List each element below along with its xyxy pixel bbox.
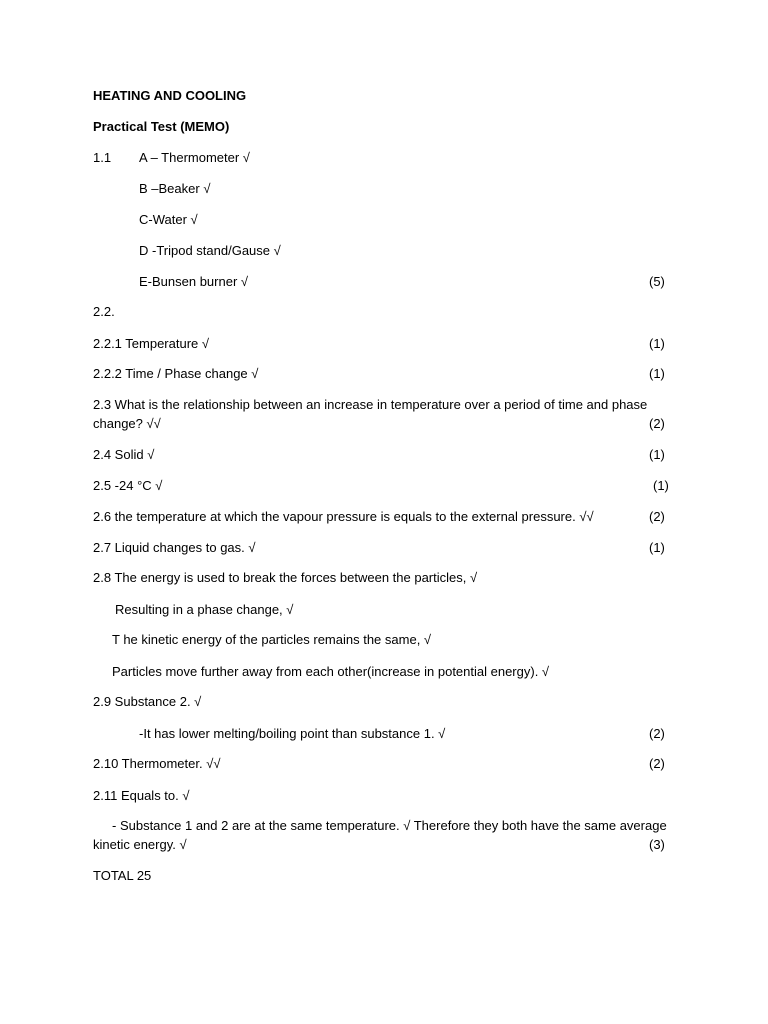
answer-2-9-reason: -It has lower melting/boiling point than substance 1. √ <box>139 726 446 741</box>
answer-2-2-1: 2.2.1 Temperature √ <box>93 336 210 351</box>
question-number-1-1: 1.1 <box>93 150 112 165</box>
marks-2-11: (3) <box>649 837 665 852</box>
answer-2-8-line-1: 2.8 The energy is used to break the forces between the particles, √ <box>93 570 478 585</box>
marks-2-5: (1) <box>653 478 669 493</box>
answer-item-a: A – Thermometer √ <box>139 150 250 165</box>
answer-2-11: 2.11 Equals to. √ <box>93 788 190 803</box>
marks-1-1: (5) <box>649 274 665 289</box>
answer-2-8-line-4: Particles move further away from each other(increase in potential energy). √ <box>112 664 550 679</box>
question-heading-2-2: 2.2. <box>93 304 115 319</box>
answer-item-d: D -Tripod stand/Gause √ <box>139 243 281 258</box>
answer-2-7: 2.7 Liquid changes to gas. √ <box>93 540 256 555</box>
marks-2-2-1: (1) <box>649 336 665 351</box>
page-subtitle: Practical Test (MEMO) <box>93 119 230 134</box>
answer-item-c: C-Water √ <box>139 212 198 227</box>
page-title: HEATING AND COOLING <box>93 88 247 103</box>
answer-2-5: 2.5 -24 °C √ <box>93 478 163 493</box>
marks-2-9: (2) <box>649 726 665 741</box>
answer-2-3-line-2: change? √√ <box>93 416 161 431</box>
answer-2-10: 2.10 Thermometer. √√ <box>93 756 221 771</box>
answer-2-9: 2.9 Substance 2. √ <box>93 694 202 709</box>
answer-item-b: B –Beaker √ <box>139 181 211 196</box>
answer-2-11-line-2: kinetic energy. √ <box>93 837 187 852</box>
answer-2-11-line-1: - Substance 1 and 2 are at the same temperature. √ Therefore they both have the same average <box>112 818 667 833</box>
marks-2-4: (1) <box>649 447 665 462</box>
marks-2-6: (2) <box>649 509 665 524</box>
answer-2-6: 2.6 the temperature at which the vapour pressure is equals to the external pressure. √√ <box>93 509 594 524</box>
answer-2-2-2: 2.2.2 Time / Phase change √ <box>93 366 259 381</box>
marks-2-3: (2) <box>649 416 665 431</box>
answer-2-8-line-2: Resulting in a phase change, √ <box>115 602 294 617</box>
answer-2-4: 2.4 Solid √ <box>93 447 155 462</box>
answer-item-e: E-Bunsen burner √ <box>139 274 249 289</box>
total-marks: TOTAL 25 <box>93 868 152 883</box>
marks-2-7: (1) <box>649 540 665 555</box>
answer-2-3-line-1: 2.3 What is the relationship between an increase in temperature over a period of time and phase <box>93 397 648 412</box>
answer-2-8-line-3: T he kinetic energy of the particles remains the same, √ <box>112 632 432 647</box>
marks-2-10: (2) <box>649 756 665 771</box>
marks-2-2-2: (1) <box>649 366 665 381</box>
